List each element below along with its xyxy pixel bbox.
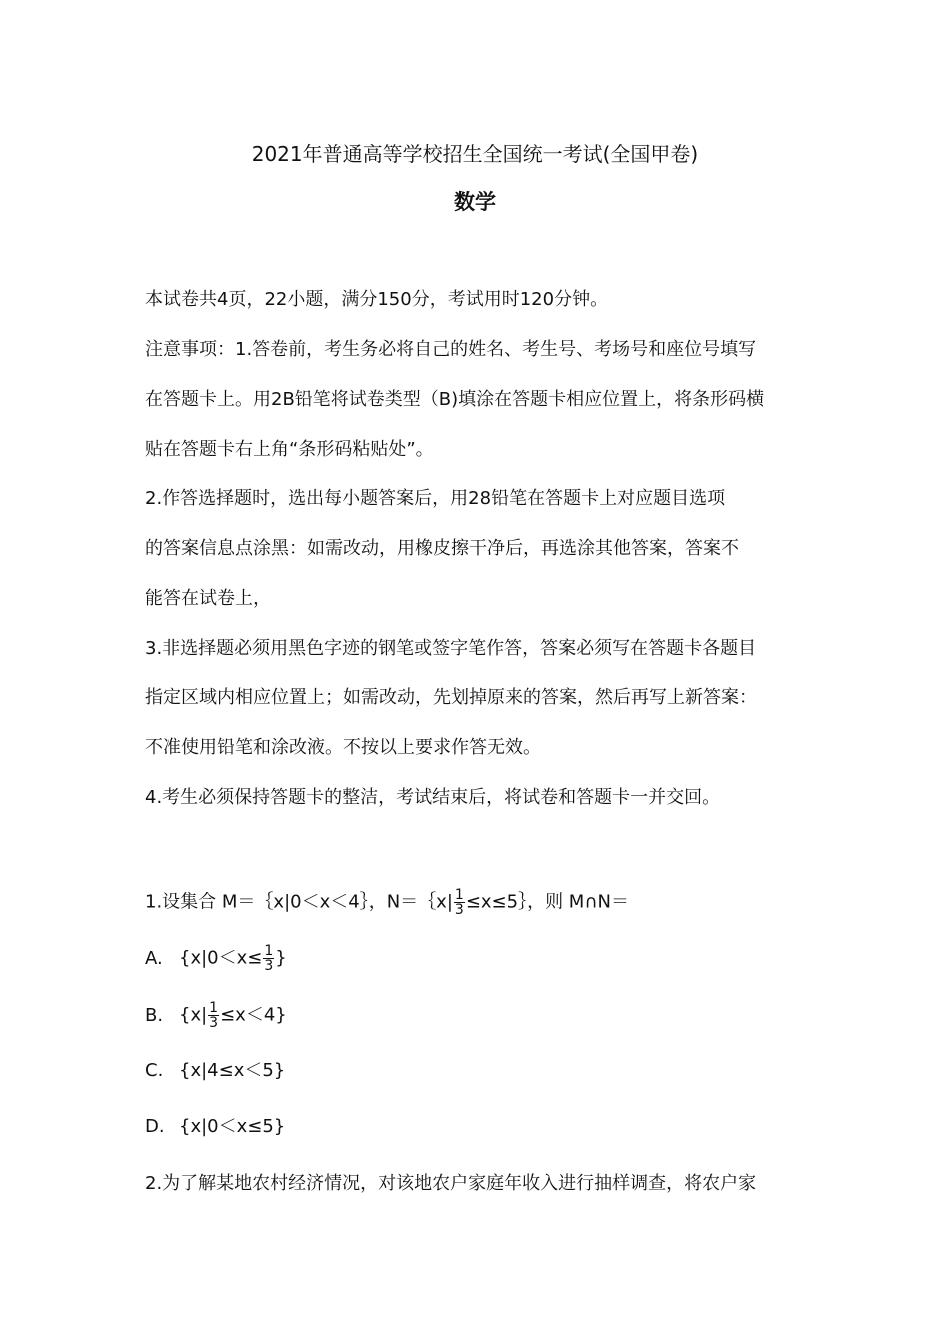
question-2-stem: 2.为了解某地农村经济情况，对该地农户家庭年收入进行抽样调查，将农户家 (145, 1173, 757, 1194)
option-b: B. {x| $\frac{1}{3}$ ≤x＜4} (145, 1000, 287, 1031)
notice-line: 贴在答题卡右上角“条形码粘贴处”。 (145, 439, 434, 460)
fraction-one-third: $\frac{1}{3}$ (454, 887, 464, 918)
option-c: C. {x|4≤x＜5} (145, 1060, 286, 1081)
subject-title: 数学 (454, 190, 496, 214)
exam-summary: 本试卷共4页，22小题，满分150分，考试用时120分钟。 (145, 289, 609, 310)
notice-line: 不准使用铅笔和涂改液。不按以上要求作答无效。 (145, 737, 541, 758)
question-1-stem-part-a: 1.设集合 M＝｛x|0＜x＜4｝，N＝｛x| (145, 891, 453, 913)
notice-line: 的答案信息点涂黑：如需改动，用橡皮擦干净后，再选涂其他答案，答案不 (145, 538, 739, 559)
option-a: A. {x|0＜x≤ $\frac{1}{3}$ } (145, 943, 287, 974)
option-d: D. {x|0＜x≤5} (145, 1116, 286, 1137)
notice-line: 指定区域内相应位置上；如需改动，先划掉原来的答案，然后再写上新答案： (145, 687, 757, 708)
notice-line: 能答在试卷上， (145, 588, 271, 609)
option-label: B. (145, 1004, 164, 1026)
fraction-one-third: $\frac{1}{3}$ (209, 1000, 219, 1031)
notice-line: 注意事项：1.答卷前，考生务必将自己的姓名、考生号、考场号和座位号填写 (145, 339, 757, 360)
option-label: C. (145, 1060, 164, 1081)
notice-line: 3.非选择题必须用黑色字迹的钢笔或签字笔作答，答案必须写在答题卡各题目 (145, 638, 757, 659)
option-label: A. (145, 947, 163, 969)
fraction-one-third: $\frac{1}{3}$ (264, 943, 274, 974)
question-1-stem (145, 888, 629, 917)
option-label: D. (145, 1116, 165, 1137)
notice-line: 在答题卡上。用2B铅笔将试卷类型（B)填涂在答题卡相应位置上，将条形码横 (145, 389, 765, 410)
notice-line: 2.作答选择题时，选出每小题答案后，用28铅笔在答题卡上对应题目选项 (145, 488, 726, 509)
notice-line: 4.考生必须保持答题卡的整洁，考试结束后，将试卷和答题卡一并交回。 (145, 787, 721, 808)
question-1-stem-part-b: ≤x≤5｝，则 M∩N＝ (465, 891, 629, 913)
exam-title: 2021年普通高等学校招生全国统一考试(全国甲卷) (251, 142, 699, 166)
